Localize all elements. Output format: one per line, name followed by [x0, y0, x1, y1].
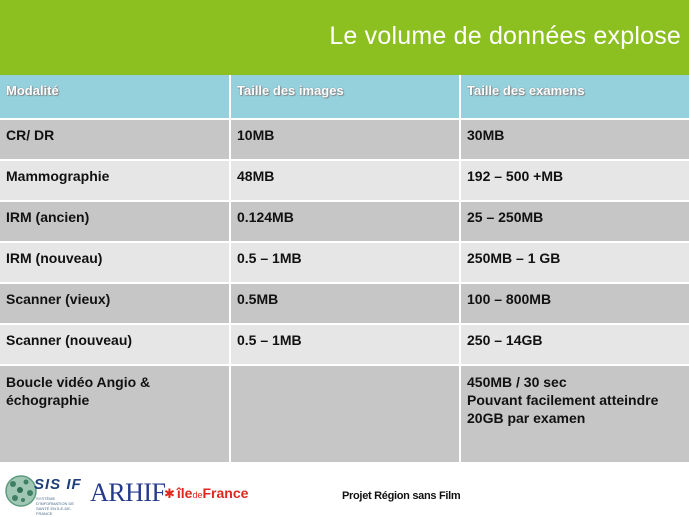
slide-title: Le volume de données explose [329, 22, 681, 50]
ile-de-france-logo [164, 485, 248, 502]
cell-taille-examens: 250MB – 1 GB [460, 242, 689, 283]
table-row [0, 283, 689, 324]
table-header-row [0, 75, 689, 119]
footer [0, 458, 689, 517]
cell-taille-images [230, 365, 460, 463]
cell-taille-examens: 30MB [460, 119, 689, 160]
ile-de-france-logo-ile: île [176, 485, 193, 501]
cell-taille-images: 0.5 – 1MB [230, 242, 460, 283]
star-icon: ✱ [164, 486, 175, 501]
cell-taille-examens: 192 – 500 +MB [460, 160, 689, 201]
ile-de-france-logo-france: France [202, 485, 249, 501]
cell-taille-examens [460, 365, 689, 463]
cell-modalite-text: Boucle vidéo Angio & échographie [6, 374, 151, 408]
cell-modalite: Scanner (nouveau) [0, 324, 230, 365]
arhif-logo: ARHIF [90, 478, 166, 507]
cell-taille-examens: 25 – 250MB [460, 201, 689, 242]
table-row [0, 201, 689, 242]
table-row [0, 324, 689, 365]
table-row [0, 242, 689, 283]
header-taille-images: Taille des images [230, 75, 460, 119]
data-table [0, 75, 689, 464]
globe-icon [4, 474, 38, 508]
table-row [0, 119, 689, 160]
cell-taille-images: 48MB [230, 160, 460, 201]
cell-taille-images: 0.5 – 1MB [230, 324, 460, 365]
cell-modalite: CR/ DR [0, 119, 230, 160]
cell-modalite: Mammographie [0, 160, 230, 201]
cell-taille-examens-text: 450MB / 30 sec Pouvant facilement atteindre 20GB par examen [467, 374, 659, 426]
title-bar [0, 0, 689, 75]
ile-de-france-logo-de: de [192, 490, 203, 500]
cell-modalite: Scanner (vieux) [0, 283, 230, 324]
header-taille-examens: Taille des examens [460, 75, 689, 119]
table-row [0, 160, 689, 201]
cell-modalite [0, 365, 230, 463]
cell-taille-examens: 250 – 14GB [460, 324, 689, 365]
sis-if-logo-subtitle: SYSTÈME D'INFORMATION DE SANTÉ EN ÎLE-DE-FRANCE [36, 496, 75, 516]
cell-modalite: IRM (nouveau) [0, 242, 230, 283]
table-row [0, 365, 689, 463]
project-name: Projet Région sans Film [342, 490, 461, 502]
sis-if-logo [4, 464, 86, 516]
cell-taille-examens: 100 – 800MB [460, 283, 689, 324]
cell-taille-images: 0.124MB [230, 201, 460, 242]
cell-taille-images: 0.5MB [230, 283, 460, 324]
cell-taille-images: 10MB [230, 119, 460, 160]
header-modalite: Modalité [0, 75, 230, 119]
sis-if-logo-text: SIS IF [34, 476, 82, 493]
cell-modalite: IRM (ancien) [0, 201, 230, 242]
